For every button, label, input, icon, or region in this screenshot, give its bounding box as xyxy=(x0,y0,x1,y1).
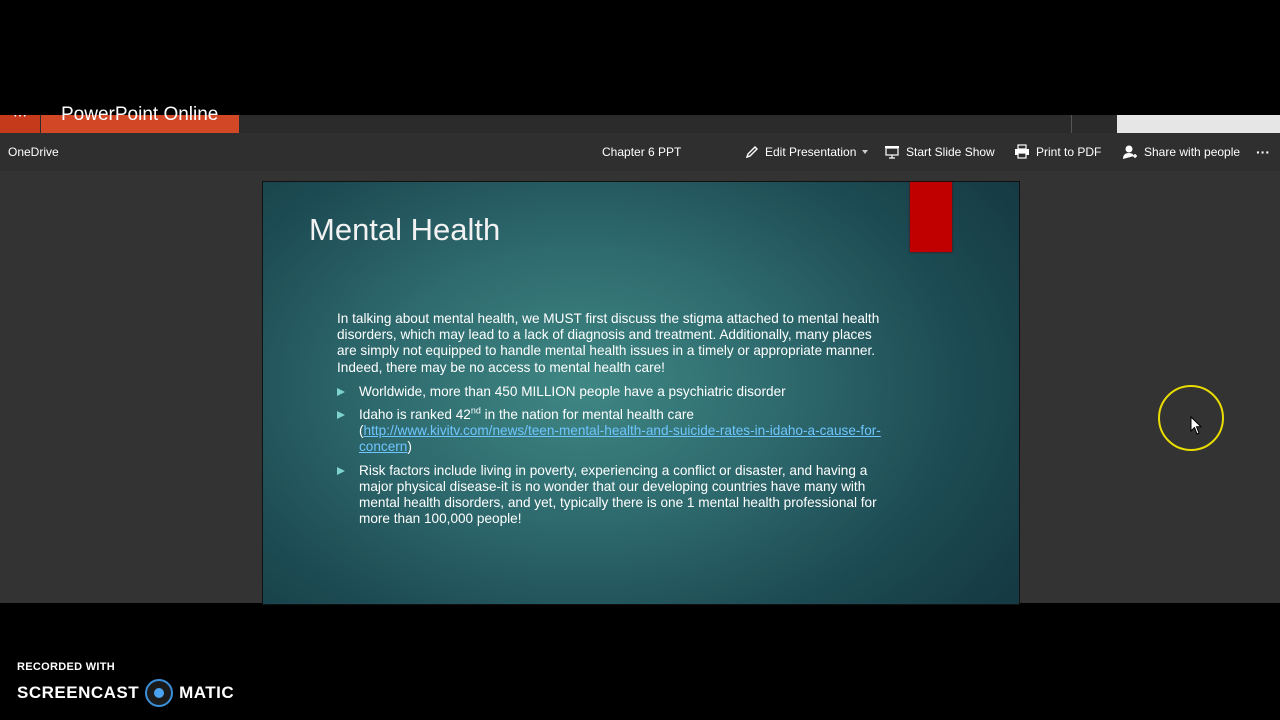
bullet-text: Risk factors include living in poverty, experiencing a conflict or disaster, and having a major physical disease-it is no wonder that our developing countries have many with mental health disorders, and yet, typically there is one 1 mental health professional for more than 100,000 people! xyxy=(359,462,877,527)
topbar-divider xyxy=(1071,115,1072,133)
app-name[interactable]: PowerPoint Online xyxy=(41,115,239,133)
start-slide-show-button[interactable] xyxy=(884,133,995,171)
bullet-arrow-icon xyxy=(337,388,345,396)
slide-workspace xyxy=(0,171,1280,603)
screencast-watermark xyxy=(17,661,234,707)
ordinal-suffix: nd xyxy=(470,405,481,416)
recorded-with-label: RECORDED WITH xyxy=(17,661,116,673)
slide-canvas[interactable] xyxy=(262,181,1020,605)
slide-intro-paragraph: In talking about mental health, we MUST first discuss the stigma attached to mental health disorders, which may lead to a lack of diagnosis and treatment. Additionally, many places are simply not equipped to handle mental health issues in a timely or appropriate manner. Indeed, there may be no access to mental health care! xyxy=(337,311,880,375)
document-title[interactable] xyxy=(602,133,681,171)
office-top-bar xyxy=(0,104,1280,133)
bullet-text: Idaho is ranked 42 xyxy=(359,407,471,423)
bullet-arrow-icon xyxy=(337,411,345,419)
screencast-word: SCREENCAST xyxy=(17,683,140,702)
bullet-arrow-icon xyxy=(337,467,345,475)
matic-word: MATIC xyxy=(179,683,235,702)
more-options-icon: ··· xyxy=(1256,144,1270,160)
print-to-pdf-label: Print to PDF xyxy=(1036,145,1102,159)
share-with-people-label: Share with people xyxy=(1144,145,1241,159)
breadcrumb-onedrive[interactable] xyxy=(8,133,59,171)
onedrive-link[interactable]: OneDrive xyxy=(8,145,59,159)
app-launcher-button[interactable] xyxy=(0,107,40,133)
edit-presentation-button[interactable] xyxy=(745,133,868,171)
slide-bullet xyxy=(337,463,882,528)
link-close-paren: ) xyxy=(407,439,412,455)
slide-title: Mental Health xyxy=(309,212,501,247)
news-link[interactable]: http://www.kivitv.com/news/teen-mental-health-and-suicide-rates-in-idaho-a-cause-for-concern xyxy=(359,423,881,455)
account-area[interactable] xyxy=(1117,115,1280,133)
share-person-icon xyxy=(1122,144,1138,160)
printer-icon xyxy=(1014,145,1030,159)
link-open-paren: ( xyxy=(359,423,364,439)
chevron-down-icon xyxy=(862,150,868,154)
edit-presentation-label: Edit Presentation xyxy=(765,145,857,159)
mouse-pointer-icon xyxy=(1190,416,1204,436)
document-title-text: Chapter 6 PPT xyxy=(602,145,682,159)
screencast-logo xyxy=(17,679,234,707)
slide-bullet xyxy=(337,384,882,400)
screencast-record-icon xyxy=(145,679,173,707)
more-options-button[interactable] xyxy=(1256,133,1270,171)
start-slide-show-label: Start Slide Show xyxy=(906,145,995,159)
slideshow-icon xyxy=(884,145,900,159)
share-with-people-button[interactable] xyxy=(1122,133,1240,171)
bullet-text-cont: in the nation for mental health care xyxy=(480,407,694,423)
red-rectangle-shape xyxy=(910,182,952,252)
pencil-icon xyxy=(745,145,759,159)
print-to-pdf-button[interactable] xyxy=(1014,133,1101,171)
slide-bullet xyxy=(337,407,882,456)
slide-body xyxy=(337,311,882,534)
app-launcher-icon: ⋯ xyxy=(13,107,27,123)
bullet-text: Worldwide, more than 450 MILLION people have a psychiatric disorder xyxy=(359,383,786,399)
command-bar xyxy=(0,133,1280,171)
